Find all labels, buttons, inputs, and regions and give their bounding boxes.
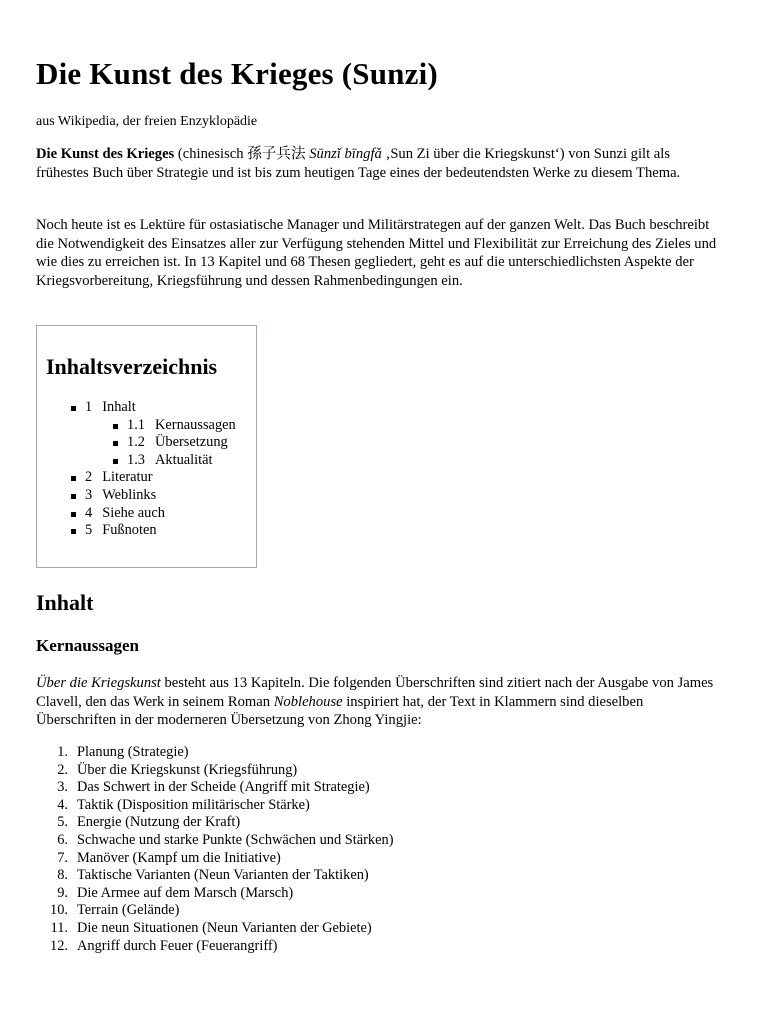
toc-label: Übersetzung <box>155 434 228 451</box>
list-label: Die Armee auf dem Marsch (Marsch) <box>77 884 294 901</box>
list-label: Terrain (Gelände) <box>77 902 180 919</box>
list-item <box>36 938 394 956</box>
toc-item-weblinks[interactable] <box>85 487 236 505</box>
list-label: Energie (Nutzung der Kraft) <box>77 814 241 831</box>
list-label: Schwache und starke Punkte (Schwächen und Stärken) <box>77 831 394 848</box>
list-item <box>36 762 394 780</box>
toc-item-literatur[interactable] <box>85 469 236 487</box>
list-label: Angriff durch Feuer (Feuerangriff) <box>77 937 278 954</box>
subsection-heading: Kernaussagen <box>36 636 139 655</box>
toc-label: Aktualität <box>155 451 213 468</box>
toc-number: 3 <box>85 486 93 503</box>
intro-bold-term: Die Kunst des Krieges <box>36 146 175 162</box>
list-item <box>36 867 394 885</box>
list-number: 2. <box>57 761 68 778</box>
list-label: Taktische Varianten (Neun Varianten der Taktiken) <box>77 867 369 884</box>
toc-list <box>85 399 236 540</box>
list-item <box>36 814 394 832</box>
list-item <box>36 902 394 920</box>
list-number: 11. <box>50 919 68 936</box>
list-number: 6. <box>57 831 68 848</box>
list-number: 8. <box>57 867 68 884</box>
list-number: 4. <box>57 796 68 813</box>
toc-label: Siehe auch <box>102 504 165 521</box>
toc-item-kernaussagen[interactable] <box>127 417 236 435</box>
list-number: 9. <box>57 884 68 901</box>
italic-novel: Noblehouse <box>273 693 343 710</box>
toc-item-aktualitaet[interactable] <box>127 452 236 470</box>
intro-part2: ‚Sun Zi über die Kriegskunst‘) von Sunzi gilt als frühestes Buch über Strategie und ist bis zum heutigen Tage eines der bedeutendsten Werke zu diesem Thema. <box>36 146 681 181</box>
table-of-contents <box>36 325 257 568</box>
paragraph-text: inspiriert hat, der Text in Klammern sind dieselben Überschriften in der moderneren Übersetzung von Zhong Yingjie: <box>36 693 644 728</box>
chapter-list <box>36 744 394 955</box>
intro-paragraph <box>36 145 726 182</box>
list-label: Über die Kriegskunst (Kriegsführung) <box>77 761 298 778</box>
toc-item-inhalt[interactable] <box>85 399 236 417</box>
list-item <box>36 779 394 797</box>
list-item <box>36 797 394 815</box>
toc-title: Inhaltsverzeichnis <box>46 354 218 379</box>
toc-number: 1 <box>85 399 93 415</box>
toc-label: Inhalt <box>102 399 136 415</box>
intro-pinyin: Sūnzǐ bīngfǎ <box>309 146 382 162</box>
list-item <box>36 832 394 850</box>
italic-title: Über die Kriegskunst <box>36 675 161 691</box>
summary-paragraph: Noch heute ist es Lektüre für ostasiatische Manager und Militärstrategen auf der ganzen Welt. Das Buch beschreibt die Notwendigkeit des Einsatzes aller zur Verfügung stehenden Mittel und Flexibilität zur Erreichung des Zieles und wie dies zu erreichen ist. In 13 Kapitel und 68 Thesen gegliedert, geht es auf die unterschiedlichsten Aspekte der Kriegsvorbereitung, Kriegsführung und dessen Rahmenbedingungen ein. <box>36 217 717 289</box>
toc-label: Weblinks <box>102 486 157 503</box>
toc-number: 1.3 <box>127 451 145 468</box>
list-number: 10. <box>50 902 68 919</box>
toc-item-uebersetzung[interactable] <box>127 434 236 452</box>
list-label: Das Schwert in der Scheide (Angriff mit Strategie) <box>77 779 370 796</box>
toc-label: Literatur <box>102 469 153 486</box>
list-item <box>36 744 394 762</box>
list-number: 3. <box>57 779 68 796</box>
intro-part1: (chinesisch <box>174 146 248 162</box>
toc-number: 4 <box>85 504 93 521</box>
toc-number: 1.2 <box>127 434 145 451</box>
list-item <box>36 920 394 938</box>
list-item <box>36 850 394 868</box>
toc-item-fussnoten[interactable] <box>85 522 236 540</box>
intro-chinese: 孫子兵法 <box>247 146 306 162</box>
list-number: 5. <box>57 814 68 831</box>
toc-number: 2 <box>85 469 93 486</box>
list-label: Manöver (Kampf um die Initiative) <box>77 849 281 866</box>
toc-number: 1.1 <box>127 416 145 433</box>
toc-label: Kernaussagen <box>155 416 236 433</box>
toc-number: 5 <box>85 522 93 539</box>
site-subtitle: aus Wikipedia, der freien Enzyklopädie <box>36 114 258 129</box>
list-number: 7. <box>57 849 68 866</box>
list-label: Planung (Strategie) <box>77 744 189 760</box>
paragraph-text: besteht aus 13 Kapiteln. Die folgenden Überschriften sind zitiert nach der Ausgabe von James Clavell, den das Werk in seinem Roman <box>36 675 714 710</box>
page-title: Die Kunst des Krieges (Sunzi) <box>36 56 438 91</box>
kernaussagen-paragraph <box>36 674 726 730</box>
toc-label: Fußnoten <box>102 522 157 539</box>
list-number: 1. <box>57 744 68 760</box>
list-item <box>36 885 394 903</box>
toc-item-siehe-auch[interactable] <box>85 505 236 523</box>
section-heading: Inhalt <box>36 590 94 615</box>
list-label: Die neun Situationen (Neun Varianten der Gebiete) <box>77 919 372 936</box>
list-number: 12. <box>50 937 68 954</box>
list-label: Taktik (Disposition militärischer Stärke) <box>77 796 310 813</box>
